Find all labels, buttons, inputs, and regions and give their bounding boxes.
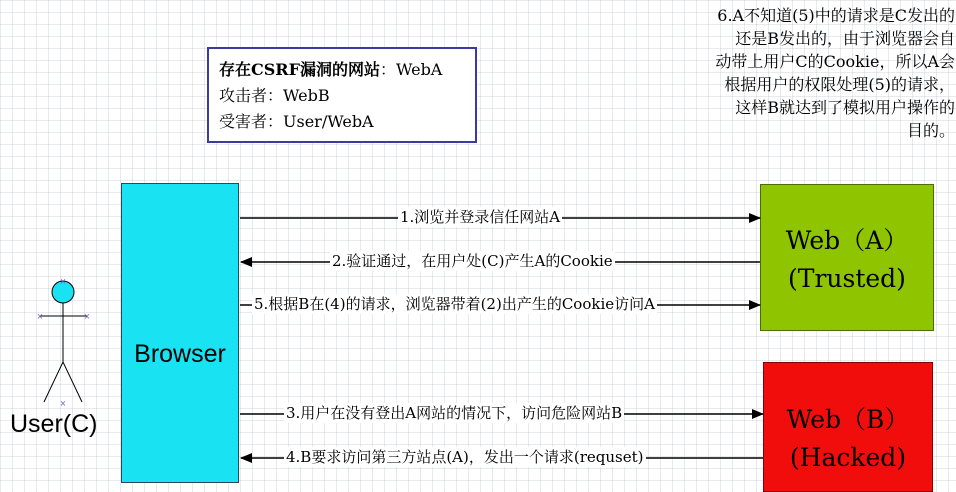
note-line: 根据用户的权限处理(5)的请求， bbox=[724, 75, 955, 94]
info-line-3: 受害者：User/WebA bbox=[219, 112, 374, 131]
web-a-title: Web（A） bbox=[785, 226, 909, 255]
note-line: 这样B就达到了模拟用户操作的 bbox=[735, 98, 955, 117]
web-a-subtitle: (Trusted) bbox=[788, 264, 906, 293]
web-b-subtitle: (Hacked) bbox=[789, 443, 907, 472]
message-2: 2.验证通过，在用户处(C)产生A的Cookie bbox=[332, 252, 613, 270]
info-line-1: 存在CSRF漏洞的网站：WebA bbox=[219, 60, 443, 79]
svg-text:×: × bbox=[36, 312, 44, 321]
svg-text:×: × bbox=[59, 399, 67, 408]
svg-text:×: × bbox=[59, 277, 67, 286]
message-5: 5.根据B在(4)的请求，浏览器带着(2)出产生的Cookie访问A bbox=[254, 295, 655, 313]
user-figure bbox=[37, 277, 91, 408]
message-3: 3.用户在没有登出A网站的情况下，访问危险网站B bbox=[286, 404, 623, 422]
note-line: 目的。 bbox=[906, 121, 955, 140]
message-4: 4.B要求访问第三方站点(A)，发出一个请求(requset) bbox=[286, 448, 644, 466]
message-1: 1.浏览并登录信任网站A bbox=[400, 208, 561, 226]
browser-label: Browser bbox=[134, 340, 226, 368]
info-line-2: 攻击者：WebB bbox=[219, 86, 330, 105]
svg-text:×: × bbox=[83, 312, 91, 321]
note-line: 6.A不知道(5)中的请求是C发出的 bbox=[717, 6, 955, 25]
note-line: 动带上用户C的Cookie，所以A会 bbox=[715, 52, 955, 71]
note-line: 还是B发出的，由于浏览器会自 bbox=[735, 29, 955, 48]
web-b-title: Web（B） bbox=[786, 405, 910, 434]
user-label: User(C) bbox=[10, 410, 98, 438]
